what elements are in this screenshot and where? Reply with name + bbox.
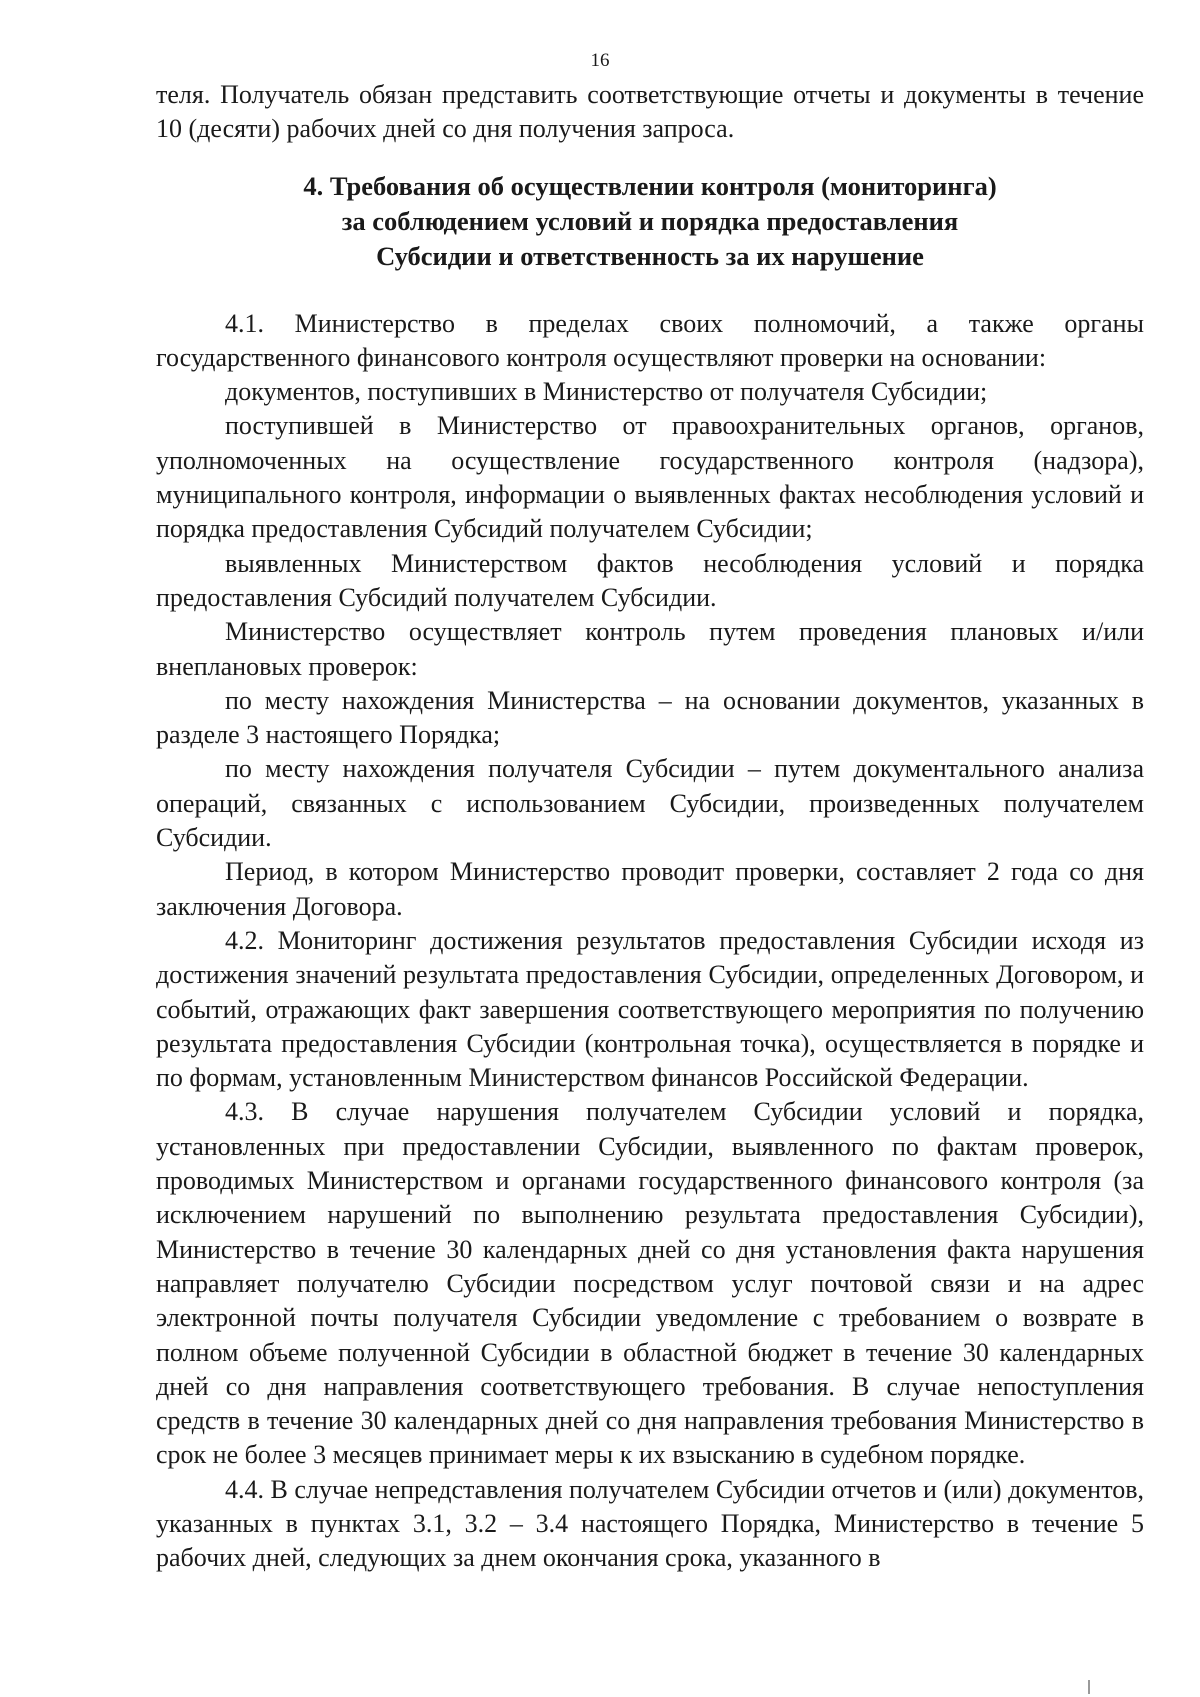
list-item-identified-facts: выявленных Министерством фактов несоблюдения условий и порядка предоставления Субсидий получателем Субсидии.	[156, 548, 1144, 612]
scan-edge-mark	[1088, 1680, 1090, 1694]
section-heading	[156, 169, 1144, 274]
list-item-documents: документов, поступивших в Министерство от получателя Субсидии;	[225, 377, 988, 407]
paragraph-control-method: Министерство осуществляет контроль путем проведения плановых и/или внеплановых проверок:	[156, 617, 1144, 681]
intro-paragraph: теля. Получатель обязан представить соответствующие отчеты и документы в течение 10 (десяти) рабочих дней со дня получения запроса.	[156, 80, 1144, 144]
paragraph-4-3: 4.3. В случае нарушения получателем Субсидии условий и порядка, установленных при предоставлении Субсидии, выявленного по фактам проверок, проводимых Министерством и органами государственного финансового контроля (за исключением нарушений по выполнению результата предоставления Субсидии), Министерство в течение 30 календарных дней со дня установления факта нарушения направляет получателю Субсидии посредством услуг почтовой связи и на адрес электронной почты получателя Субсидии уведомление с требованием о возврате в полном объеме полученной Субсидии в областной бюджет в течение 30 календарных дней со дня направления соответствующего требования. В случае непоступления средств в течение 30 календарных дней со дня направления требования Министерство в срок не более 3 месяцев принимает меры к их взысканию в судебном порядке.	[156, 1097, 1144, 1470]
paragraph-4-1: 4.1. Министерство в пределах своих полномочий, а также органы государственного финансового контроля осуществляют проверки на основании:	[156, 308, 1144, 372]
section-heading-line: 4. Требования об осуществлении контроля (мониторинга)	[303, 170, 997, 201]
paragraph-4-4: 4.4. В случае непредставления получателем Субсидии отчетов и (или) документов, указанных в пунктах 3.1, 3.2 – 3.4 настоящего Порядка, Министерство в течение 5 рабочих дней, следующих за днем окончания срока, указанного в	[156, 1474, 1144, 1573]
document-body	[156, 78, 1144, 1576]
list-item-information: поступившей в Министерство от правоохранительных органов, органов, уполномоченных на осуществление государственного контроля (надзора), муниципального контроля, информации о выявленных фактах несоблюдения условий и порядка предоставления Субсидий получателем Субсидии;	[156, 411, 1144, 544]
paragraph-4-2: 4.2. Мониторинг достижения результатов предоставления Субсидии исходя из достижения значений результата предоставления Субсидии, определенных Договором, и событий, отражающих факт завершения соответствующего мероприятия по получению результата предоставления Субсидии (контрольная точка), осуществляется в порядке и по формам, установленным Министерством финансов Российской Федерации.	[156, 925, 1144, 1093]
paragraph-inspection-period: Период, в котором Министерство проводит проверки, составляет 2 года со дня заключения Договора.	[156, 857, 1144, 921]
list-item-ministry-location: по месту нахождения Министерства – на основании документов, указанных в разделе 3 настоящего Порядка;	[156, 685, 1144, 750]
section-heading-line: за соблюдением условий и порядка предоставления	[341, 205, 959, 236]
list-item-recipient-location: по месту нахождения получателя Субсидии – путем документального анализа операций, связанных с использованием Субсидии, произведенных получателем Субсидии.	[156, 754, 1144, 853]
section-heading-line: Субсидии и ответственность за их нарушение	[376, 240, 924, 271]
page-number: 16	[590, 50, 610, 71]
